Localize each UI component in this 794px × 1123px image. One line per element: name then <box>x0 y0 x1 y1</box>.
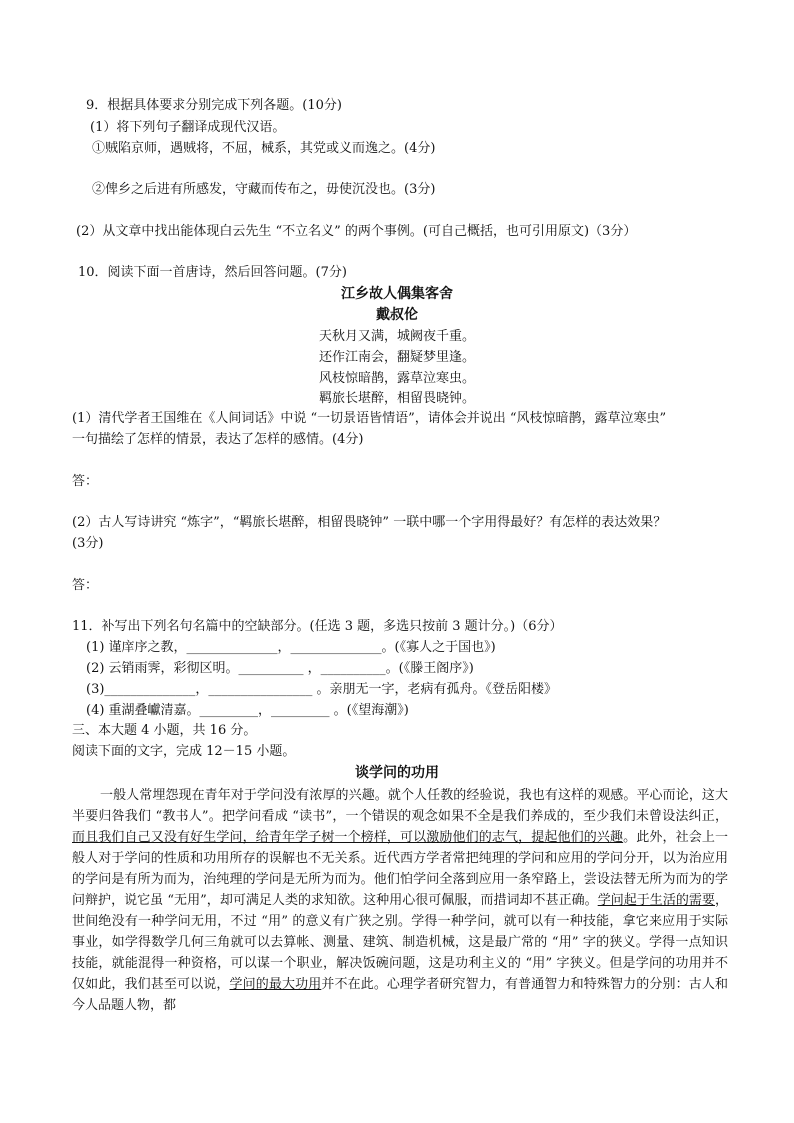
q10-header: 10．阅读下面一首唐诗，然后回答问题。(7分) <box>78 265 347 280</box>
q9-sentence-1: ①贼陷京师，遇贼将，不屈，械系，其党或义而逸之。(4分) <box>92 141 436 156</box>
q11-item-4: (4) 重湖叠巘清嘉。_________，_________ 。(《望海潮》) <box>86 703 409 718</box>
essay-underlined-2: 学问起于生活的需要 <box>597 893 715 908</box>
essay-text-b: 。此外，社会上一般人对于学问的性质和功用所存的误解也不无关系。近代西方学者常把纯理的学问和应用的学问分开，以为治应用的学问是有所为而为，治纯理的学问是无所为而为。他们怕学问全落到应用一条窄路上，尝设法替无所为而为的学问辩护，说它虽 “无用”，却可满足人类的求知欲。这种用心很可佩服，而措词却不甚正确。 <box>72 830 728 908</box>
q11-header: 11．补写出下列名句名篇中的空缺部分。(任选 3 题，多选只按前 3 题计分。)（6分） <box>72 619 563 634</box>
section3-instruction: 阅读下面的文字，完成 12－15 小题。 <box>72 744 296 759</box>
q10-sub2-line2: (3分) <box>72 536 104 551</box>
q9-sentence-2: ②俾乡之后进有所感发，守藏而传布之，毋使沉没也。(3分) <box>92 182 436 197</box>
essay-underlined-3: 学问的最大功用 <box>229 977 322 992</box>
q9-part2: (2）从文章中找出能体现白云先生 “不立名义” 的两个事例。(可自己概括，也可引用原文)（3分） <box>76 224 637 239</box>
q10-sub1-line1: (1）清代学者王国维在《人间词话》中说 “一切景语皆情语”，请体会并说出 “风枝惊暗鹊，露草泣寒虫” <box>72 411 667 426</box>
q11-item-2: (2) 云销雨霁，彩彻区明。__________ ，__________。(《滕王阁序》) <box>86 661 474 676</box>
essay-title: 谈学问的功用 <box>355 765 439 781</box>
section3-header: 三、本大题 4 小题，共 16 分。 <box>72 723 257 738</box>
poem-line-4: 羁旅长堪醉，相留畏晓钟。 <box>318 391 475 406</box>
essay-paragraph <box>72 785 728 1016</box>
essay-text-d: 并不在此。心理学者研究智力，有普通智力和特殊智力的分别：古人和今人品题人物，都 <box>72 977 728 1013</box>
poem-author: 戴叔伦 <box>376 307 418 323</box>
poem-line-1: 天秋月又满，城阙夜千重。 <box>318 329 475 344</box>
q11-item-3: (3)______________，________________ 。亲朋无一字，老病有孤舟。《登岳阳楼》 <box>86 682 558 697</box>
q9-header: 9．根据具体要求分别完成下列各题。(10分) <box>86 98 342 113</box>
essay-underlined-1: 而且我们自己又没有好生学问，给青年学子树一个榜样，可以激励他们的志气，提起他们的兴趣 <box>72 830 624 845</box>
q9-part1-label: (1）将下列句子翻译成现代汉语。 <box>90 120 286 135</box>
poem-line-2: 还作江南会，翻疑梦里逢。 <box>318 350 475 365</box>
poem-title: 江乡故人偶集客舍 <box>341 286 453 302</box>
q11-item-1: (1) 谨庠序之教，______________，______________。(《寡人之于国也》) <box>86 640 496 655</box>
q10-answer-1: 答： <box>72 474 99 489</box>
q10-sub2-line1: (2）古人写诗讲究 “炼字”，“羁旅长堪醉，相留畏晓钟” 一联中哪一个字用得最好？有怎样的表达效果？ <box>72 515 667 530</box>
poem-line-3: 风枝惊暗鹊，露草泣寒虫。 <box>318 371 475 386</box>
essay-text-a: 一般人常埋怨现在青年对于学问没有浓厚的兴趣。就个人任教的经验说，我也有这样的观感。平心而论，这大半要归咎我们 “教书人”。把学问看成 “读书”，一个错误的观念如果不全是我们养成的，至少我们未曾设法纠正， <box>72 788 728 824</box>
q10-answer-2: 答： <box>72 578 99 593</box>
essay-text-c: ，世间绝没有一种学问无用，不过 “用” 的意义有广狭之别。学得一种学问，就可以有一种技能，拿它来应用于实际事业，如学得数学几何三角就可以去算帐、测量、建筑、制造机械，这是最广常的 “用” 字的狭义。学得一点知识技能，就能混得一种资格，可以谋一个职业，解决饭碗问题，这是功利主义的 “用” 字狭义。但是学问的功用并不仅如此，我们甚至可以说， <box>72 893 728 992</box>
q10-sub1-line2: 一句描绘了怎样的情景，表达了怎样的感情。(4分) <box>72 432 364 447</box>
